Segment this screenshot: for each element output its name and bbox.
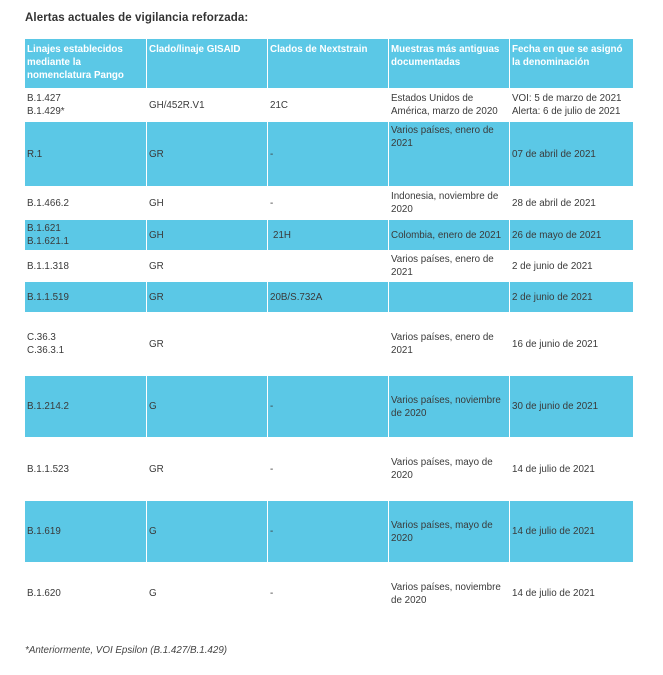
cell-nextstrain bbox=[268, 313, 389, 376]
cell-samples: Varios países, enero de 2021 bbox=[389, 251, 510, 282]
page-title: Alertas actuales de vigilancia reforzada: bbox=[25, 12, 249, 24]
table-row bbox=[25, 122, 634, 187]
cell-pango: R.1 bbox=[25, 122, 147, 187]
cell-gisaid: GH bbox=[147, 220, 268, 251]
cell-pango: B.1.1.318 bbox=[25, 251, 147, 282]
cell-pango: B.1.1.523 bbox=[25, 438, 147, 501]
cell-date: 14 de julio de 2021 bbox=[510, 501, 634, 563]
table-row bbox=[25, 501, 634, 563]
header-gisaid: Clado/linaje GISAID bbox=[147, 39, 268, 89]
cell-samples: Varios países, noviembre de 2020 bbox=[389, 563, 510, 625]
cell-nextstrain bbox=[268, 251, 389, 282]
cell-date: 14 de julio de 2021 bbox=[510, 563, 634, 625]
cell-gisaid: GR bbox=[147, 251, 268, 282]
cell-gisaid: G bbox=[147, 376, 268, 438]
header-samples: Muestras más antiguas documentadas bbox=[389, 39, 510, 89]
cell-nextstrain: 20B/S.732A bbox=[268, 282, 389, 313]
cell-pango: B.1.214.2 bbox=[25, 376, 147, 438]
table-row bbox=[25, 220, 634, 251]
table-row bbox=[25, 563, 634, 625]
table-header-row bbox=[25, 39, 634, 89]
cell-samples: Varios países, mayo de 2020 bbox=[389, 438, 510, 501]
cell-samples: Colombia, enero de 2021 bbox=[389, 220, 510, 251]
cell-samples: Indonesia, noviembre de 2020 bbox=[389, 187, 510, 220]
cell-nextstrain: 21H bbox=[268, 220, 389, 251]
cell-date: 2 de junio de 2021 bbox=[510, 251, 634, 282]
cell-nextstrain: - bbox=[268, 122, 389, 187]
cell-pango: B.1.621 B.1.621.1 bbox=[25, 220, 147, 251]
header-pango: Linajes establecidos mediante la nomenclatura Pango bbox=[25, 39, 147, 89]
cell-pango: B.1.619 bbox=[25, 501, 147, 563]
cell-date: VOI: 5 de marzo de 2021 Alerta: 6 de julio de 2021 bbox=[510, 89, 634, 122]
alerts-table bbox=[24, 38, 634, 625]
cell-gisaid: G bbox=[147, 563, 268, 625]
cell-nextstrain: - bbox=[268, 376, 389, 438]
cell-pango: B.1.1.519 bbox=[25, 282, 147, 313]
cell-samples: Varios países, enero de 2021 bbox=[389, 313, 510, 376]
table-row bbox=[25, 282, 634, 313]
cell-pango: C.36.3 C.36.3.1 bbox=[25, 313, 147, 376]
table-row bbox=[25, 438, 634, 501]
cell-gisaid: GR bbox=[147, 122, 268, 187]
table-row bbox=[25, 187, 634, 220]
cell-gisaid: GH/452R.V1 bbox=[147, 89, 268, 122]
cell-samples: Varios países, enero de 2021 bbox=[389, 122, 510, 187]
cell-gisaid: G bbox=[147, 501, 268, 563]
cell-pango: B.1.466.2 bbox=[25, 187, 147, 220]
cell-nextstrain: - bbox=[268, 501, 389, 563]
cell-nextstrain: 21C bbox=[268, 89, 389, 122]
header-date: Fecha en que se asignó la denominación bbox=[510, 39, 634, 89]
cell-samples: Varios países, mayo de 2020 bbox=[389, 501, 510, 563]
cell-date: 07 de abril de 2021 bbox=[510, 122, 634, 187]
cell-samples bbox=[389, 282, 510, 313]
table-row bbox=[25, 251, 634, 282]
cell-pango: B.1.427 B.1.429* bbox=[25, 89, 147, 122]
table-row bbox=[25, 376, 634, 438]
cell-date: 26 de mayo de 2021 bbox=[510, 220, 634, 251]
table-row bbox=[25, 89, 634, 122]
cell-nextstrain: - bbox=[268, 438, 389, 501]
header-nextstrain: Clados de Nextstrain bbox=[268, 39, 389, 89]
table-row bbox=[25, 313, 634, 376]
cell-gisaid: GH bbox=[147, 187, 268, 220]
cell-date: 28 de abril de 2021 bbox=[510, 187, 634, 220]
cell-samples: Estados Unidos de América, marzo de 2020 bbox=[389, 89, 510, 122]
cell-nextstrain: - bbox=[268, 187, 389, 220]
cell-nextstrain: - bbox=[268, 563, 389, 625]
cell-gisaid: GR bbox=[147, 313, 268, 376]
footnote: *Anteriormente, VOI Epsilon (B.1.427/B.1.429) bbox=[25, 645, 228, 656]
cell-gisaid: GR bbox=[147, 438, 268, 501]
cell-date: 14 de julio de 2021 bbox=[510, 438, 634, 501]
cell-gisaid: GR bbox=[147, 282, 268, 313]
cell-date: 16 de junio de 2021 bbox=[510, 313, 634, 376]
cell-pango: B.1.620 bbox=[25, 563, 147, 625]
cell-date: 2 de junio de 2021 bbox=[510, 282, 634, 313]
cell-date: 30 de junio de 2021 bbox=[510, 376, 634, 438]
cell-samples: Varios países, noviembre de 2020 bbox=[389, 376, 510, 438]
